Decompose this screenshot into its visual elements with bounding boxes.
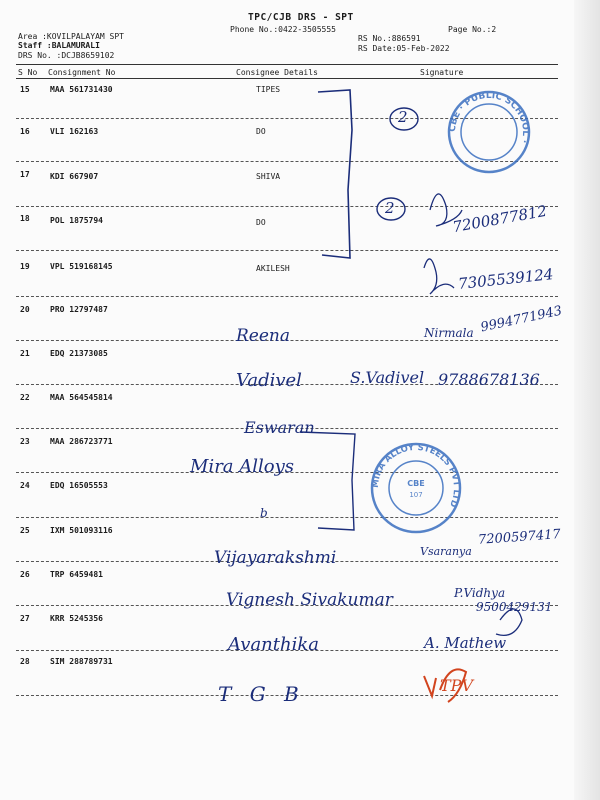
hand-phone-r26: 9500429131: [476, 600, 553, 614]
row-consignee: DO: [256, 127, 266, 136]
row-sno: 26: [20, 570, 30, 579]
row-sno: 25: [20, 526, 30, 535]
hand-mark-r24: b: [260, 506, 268, 520]
row-sno: 21: [20, 349, 30, 358]
hand-phone-r25: 7200597417: [477, 527, 562, 548]
row-sno: 15: [20, 85, 30, 94]
hand-name-r26: Vignesh Sivakumar: [226, 590, 393, 610]
hand-sign-r26: P.Vidhya: [454, 586, 506, 600]
row-sno: 18: [20, 214, 30, 223]
sheet-title: TPC/CJB DRS - SPT: [248, 12, 354, 23]
row-consignment: TRP 6459481: [50, 570, 103, 579]
row-consignment: KRR 5245356: [50, 614, 103, 623]
col-sno: S No: [18, 68, 38, 77]
row-consignee: AKILESH: [256, 264, 290, 273]
hand-phone-r18: 7200877812: [451, 201, 549, 237]
row-consignment: IXM 501093116: [50, 526, 113, 535]
hand-sign-r21: S.Vadivel: [350, 368, 425, 387]
hand-sign-r25: Vsaranya: [420, 545, 472, 558]
col-consignment: Consignment No: [48, 68, 116, 77]
col-signature: Signature: [420, 68, 464, 77]
hand-phone-r20: 9994771943: [479, 303, 564, 336]
row-sno: 24: [20, 481, 30, 490]
row-consignee: TIPES: [256, 85, 281, 94]
row-consignment: VPL 519168145: [50, 262, 113, 271]
area-label: Area :KOVILPALAYAM SPT: [18, 32, 124, 41]
row-sno: 27: [20, 614, 30, 623]
school-stamp-text: CBE · PUBLIC SCHOOL ·: [447, 90, 531, 145]
row-consignment: SIM 288789731: [50, 657, 113, 666]
row-consignment: POL 1875794: [50, 216, 103, 225]
row-consignee: DO: [256, 218, 266, 227]
page-number: Page No.:2: [448, 25, 497, 34]
row-consignment: MAA 286723771: [50, 437, 113, 446]
hand-sign-r27: A. Mathew: [424, 634, 507, 652]
steels-stamp-center: CBE: [407, 479, 425, 488]
hand-sign-r20: Nirmala: [424, 326, 474, 340]
rs-date: RS Date:05-Feb-2022: [358, 44, 450, 53]
school-stamp: [448, 91, 530, 172]
row-sno: 17: [20, 170, 30, 179]
hand-sign-r28: TPV: [440, 676, 473, 695]
row-sno: 20: [20, 305, 30, 314]
steels-stamp-text: MIRA ALLOY STEELS PVT LTD: [370, 442, 462, 509]
row-consignment: KDI 667907: [50, 172, 99, 181]
row-sno: 16: [20, 127, 30, 136]
row-consignee: SHIVA: [256, 172, 281, 181]
hand-name-r27: Avanthika: [228, 634, 319, 655]
hand-phone-r21: 9788678136: [438, 370, 540, 389]
row-consignment: VLI 162163: [50, 127, 99, 136]
staff-label: Staff :BALAMURALI: [18, 41, 100, 50]
row-sno: 19: [20, 262, 30, 271]
row-sno: 28: [20, 657, 30, 666]
hand-circle-number-r17: 2: [398, 108, 408, 126]
drs-number: DRS No. :DCJB8659102: [18, 51, 115, 60]
rs-number: RS No.:886591: [358, 34, 421, 43]
row-consignment: PRO 12797487: [50, 305, 108, 314]
row-consignment: EDQ 16505553: [50, 481, 108, 490]
hand-name-r22: Eswaran: [244, 418, 315, 437]
hand-name-r23: Mira Alloys: [190, 456, 295, 477]
row-consignment: MAA 561731430: [50, 85, 113, 94]
col-consignee: Consignee Details: [236, 68, 318, 77]
hand-name-r28: T G B: [218, 682, 305, 706]
hand-phone-r19: 7305539124: [457, 265, 555, 293]
steels-stamp-code: 107: [409, 491, 423, 499]
steels-stamp: [371, 443, 461, 532]
row-sno: 23: [20, 437, 30, 446]
hand-name-r20: Reena: [236, 326, 291, 346]
row-sno: 22: [20, 393, 30, 402]
row-consignment: EDQ 21373085: [50, 349, 108, 358]
phone-number: Phone No.:0422-3505555: [230, 25, 336, 34]
row-consignment: MAA 564545814: [50, 393, 113, 402]
hand-name-r21: Vadivel: [236, 370, 302, 391]
hand-name-r25: Vijayarakshmi: [214, 548, 337, 568]
hand-circle-number-r18: 2: [385, 199, 395, 217]
